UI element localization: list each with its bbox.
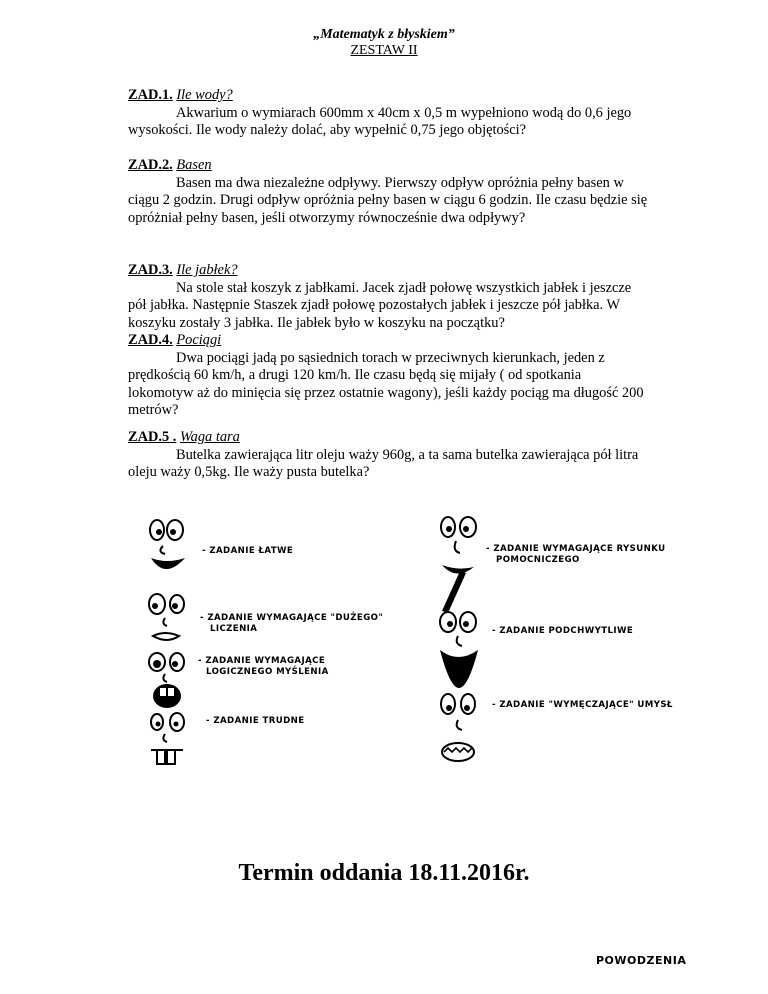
task-number: ZAD.5 .: [128, 429, 177, 445]
task-1: [128, 87, 648, 140]
task-text: Basen ma dwa niezależne odpływy. Pierwszy odpływ opróżnia pełny basen w ciągu 2 godzin. Drugi odpływ opróżnia pełny basen w ciągu 6 godzin. Ile czasu będzie się opróżniał pełny basen, jeśli otworzymy równocześnie dwa odpływy?: [128, 174, 648, 226]
task-text: Butelka zawierająca litr oleju waży 960g, a ta sama butelka zawierająca pół litra oleju waży 0,5kg. Ile waży pusta butelka?: [128, 446, 639, 481]
exhausting-face-icon: [436, 692, 482, 770]
task-text: Dwa pociągi jadą po sąsiednich torach w przeciwnych kierunkach, jeden z prędkością 60 km/h, a drugi 120 km/h. Ile czasu będą się mijały ( od spotkania lokomotyw aż do minięcia się przez ostatnie wagony), jeśli każdy pociąg ma długość 200 metrów?: [128, 349, 644, 419]
difficulty-legend: [140, 510, 720, 775]
legend-heavy-calculation-label-2: LICZENIA: [210, 624, 258, 634]
task-number: ZAD.1.: [128, 87, 173, 103]
task-4: [128, 332, 648, 420]
tricky-face-icon: [436, 610, 482, 690]
task-name: Waga tara: [179, 429, 240, 445]
legend-exhausting-label: - ZADANIE "WYMĘCZAJĄCE" UMYSŁ: [492, 700, 673, 710]
deadline: Termin oddania 18.11.2016r.: [238, 860, 530, 886]
task-5: [128, 429, 648, 482]
legend-heavy-calculation-label: - ZADANIE WYMAGAJĄCE "DUŻEGO": [200, 613, 384, 623]
easy-face-icon: [145, 518, 189, 582]
task-number: ZAD.4.: [128, 332, 173, 348]
legend-hard-label: - ZADANIE TRUDNE: [206, 716, 305, 726]
task-2: [128, 157, 648, 227]
header: [0, 27, 768, 59]
task-text: Na stole stał koszyk z jabłkami. Jacek zjadł połowę wszystkich jabłek i jeszcze pół jabłka. Następnie Staszek zjadł połowę pozostałych jabłek i jeszcze pół jabłka. W koszyku zostały 3 jabłka. Ile jabłek było w koszyku na początku?: [128, 279, 632, 331]
task-3: [128, 262, 648, 332]
set-subtitle: ZESTAW II: [350, 43, 418, 58]
heavy-calculation-face-icon: [145, 590, 189, 650]
logical-thinking-face-icon: [145, 650, 189, 710]
task-name: Pociągi: [176, 332, 222, 348]
task-number: ZAD.3.: [128, 262, 173, 278]
auxiliary-drawing-face-icon: [436, 515, 480, 615]
legend-tricky-label: - ZADANIE PODCHWYTLIWE: [492, 626, 634, 636]
task-name: Ile wody?: [176, 87, 233, 103]
legend-auxiliary-drawing-label: - ZADANIE WYMAGAJĄCE RYSUNKU: [486, 544, 666, 554]
task-name: Ile jabłek?: [176, 262, 238, 278]
good-luck-note: POWODZENIA: [596, 954, 687, 967]
task-number: ZAD.2.: [128, 157, 173, 173]
legend-logical-thinking-label-2: LOGICZNEGO MYŚLENIA: [206, 667, 329, 677]
legend-auxiliary-drawing-label-2: POMOCNICZEGO: [496, 555, 580, 565]
contest-title: „Matematyk z błyskiem”: [313, 27, 455, 42]
legend-easy-label: - ZADANIE ŁATWE: [202, 546, 294, 556]
hard-face-icon: [145, 710, 189, 770]
task-text: Akwarium o wymiarach 600mm x 40cm x 0,5 m wypełniono wodą do 0,6 jego wysokości. Ile wody należy dolać, aby wypełnić 0,75 jego objętości?: [128, 104, 632, 139]
task-name: Basen: [176, 157, 212, 173]
legend-logical-thinking-label: - ZADANIE WYMAGAJĄCE: [198, 656, 326, 666]
